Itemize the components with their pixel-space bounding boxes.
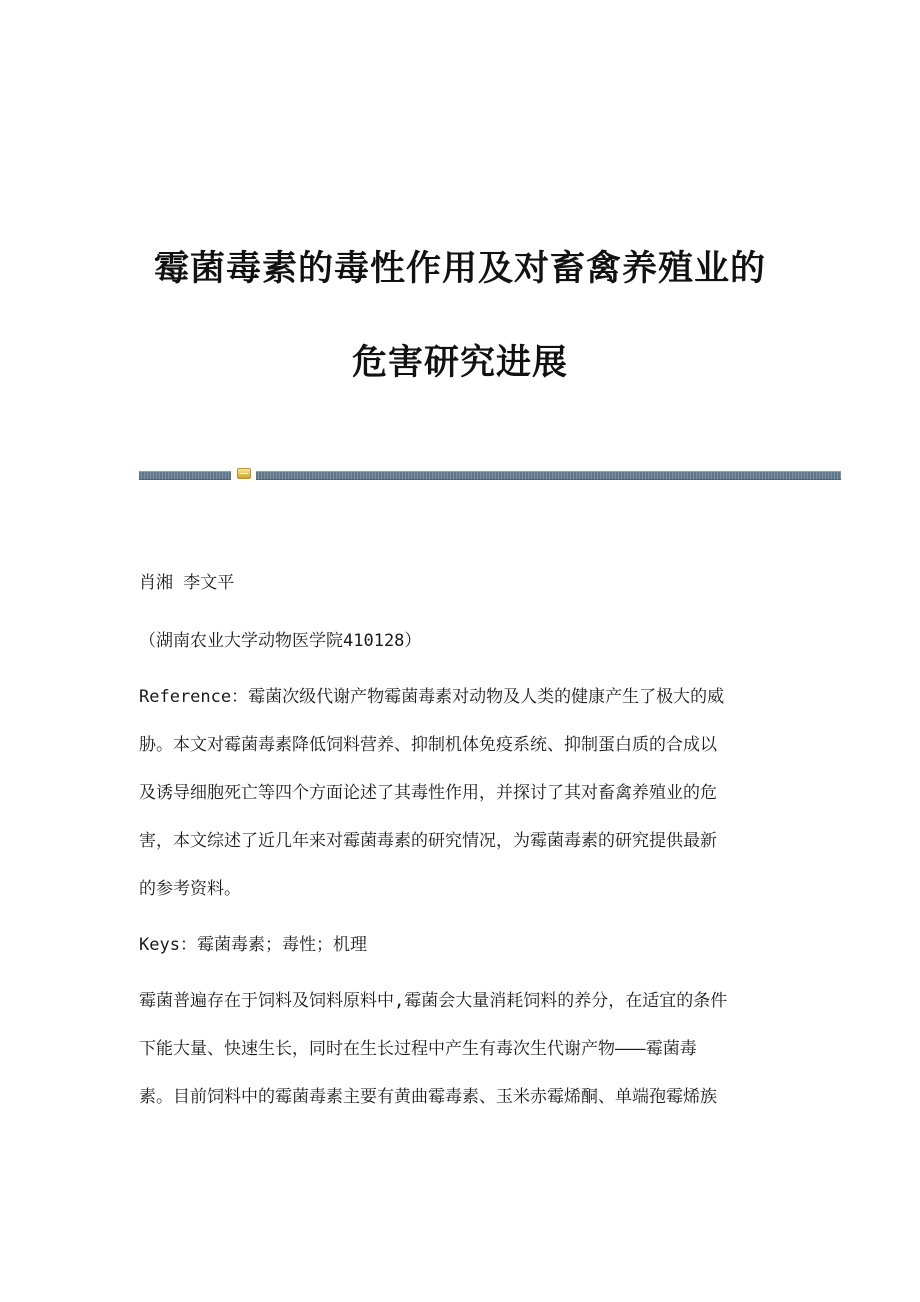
author-affiliation: （湖南农业大学动物医学院410128） xyxy=(139,631,422,651)
divider-bar-right xyxy=(256,471,841,480)
abstract-line: Reference：霉菌次级代谢产物霉菌毒素对动物及人类的健康产生了极大的威 xyxy=(139,687,725,707)
document-title-line-1: 霉菌毒素的毒性作用及对畜禽养殖业的 xyxy=(153,248,766,290)
body-paragraph-line: 霉菌普遍存在于饲料及饲料原料中,霉菌会大量消耗饲料的养分，在适宜的条件 xyxy=(139,991,728,1011)
section-divider xyxy=(139,466,841,482)
body-paragraph-line: 素。目前饲料中的霉菌毒素主要有黄曲霉毒素、玉米赤霉烯酮、单端孢霉烯族 xyxy=(139,1087,717,1107)
abstract-line: 胁。本文对霉菌毒素降低饲料营养、抑制机体免疫系统、抑制蛋白质的合成以 xyxy=(139,735,717,755)
gold-ribbon-icon xyxy=(237,468,251,479)
document-title-line-2: 危害研究进展 xyxy=(351,342,568,384)
divider-bar-left xyxy=(139,471,231,480)
abstract-line: 及诱导细胞死亡等四个方面论述了其毒性作用，并探讨了其对畜禽养殖业的危 xyxy=(139,783,717,803)
body-paragraph-line: 下能大量、快速生长，同时在生长过程中产生有毒次生代谢产物———霉菌毒 xyxy=(139,1039,697,1059)
author-names: 肖湘 李文平 xyxy=(139,573,235,593)
keywords: Keys：霉菌毒素；毒性；机理 xyxy=(139,935,367,955)
abstract-line: 的参考资料。 xyxy=(139,879,241,899)
abstract-line: 害，本文综述了近几年来对霉菌毒素的研究情况，为霉菌毒素的研究提供最新 xyxy=(139,831,717,851)
